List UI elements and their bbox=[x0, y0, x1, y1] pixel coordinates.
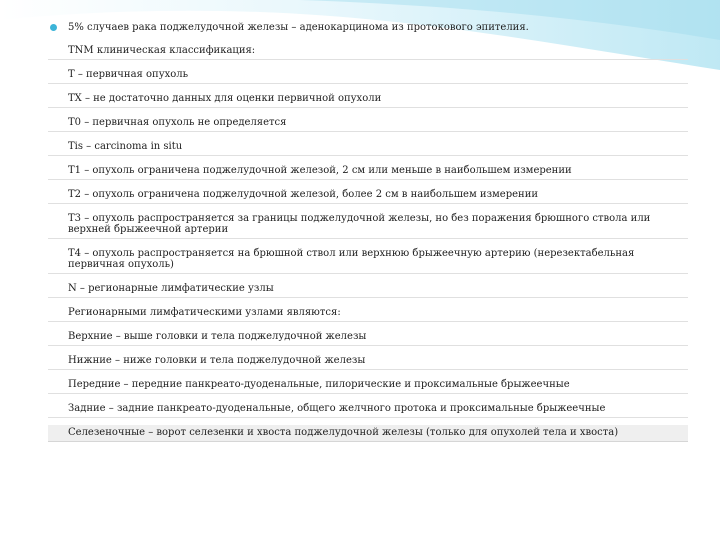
line-text: T – первичная опухоль bbox=[68, 69, 189, 80]
line-text: Нижние – ниже головки и тела поджелудочной железы bbox=[68, 355, 366, 366]
line-text: TNM клиническая классификация: bbox=[68, 45, 256, 56]
line-text: Верхние – выше головки и тела поджелудочной железы bbox=[68, 331, 367, 342]
line-text: Tis – carcinoma in situ bbox=[68, 141, 183, 152]
text-line bbox=[48, 211, 688, 239]
line-text: 5% случаев рака поджелудочной железы – аденокарцинома из протокового эпителия. bbox=[68, 22, 529, 33]
line-text: Селезеночные – ворот селезенки и хвоста поджелудочной железы (только для опухолей тела и хвоста) bbox=[68, 427, 619, 438]
line-text: Задние – задние панкреато-дуоденальные, общего желчного протока и проксимальные брыжеечные bbox=[68, 403, 606, 414]
text-line bbox=[48, 187, 688, 204]
line-text: TX – не достаточно данных для оценки первичной опухоли bbox=[68, 93, 382, 104]
text-line bbox=[48, 401, 688, 418]
text-line bbox=[48, 91, 688, 108]
text-line bbox=[48, 163, 688, 180]
line-text: N – регионарные лимфатические узлы bbox=[68, 283, 274, 294]
line-text: Передние – передние панкреато-дуоденальные, пилорические и проксимальные брыжеечные bbox=[68, 379, 570, 390]
text-line bbox=[48, 329, 688, 346]
text-line bbox=[48, 246, 688, 274]
text-line bbox=[48, 20, 688, 36]
line-text: T4 – опухоль распространяется на брюшной ствол или верхнюю брыжеечную артерию (нерезектабельная первичная опухоль) bbox=[68, 248, 635, 270]
text-line bbox=[48, 67, 688, 84]
text-line bbox=[48, 281, 688, 298]
slide-body bbox=[48, 20, 688, 449]
text-line bbox=[48, 353, 688, 370]
text-line bbox=[48, 305, 688, 322]
line-text: T2 – опухоль ограничена поджелудочной железой, более 2 см в наибольшем измерении bbox=[68, 189, 539, 200]
bullet-dot-icon bbox=[50, 24, 57, 31]
line-text: T3 – опухоль распространяется за границы поджелудочной железы, но без поражения брюшного ствола или верхней брыжеечной артерии bbox=[68, 213, 651, 235]
text-line bbox=[48, 139, 688, 156]
line-text: Регионарными лимфатическими узлами являются: bbox=[68, 307, 341, 318]
line-text: T1 – опухоль ограничена поджелудочной железой, 2 см или меньше в наибольшем измерении bbox=[68, 165, 572, 176]
text-line bbox=[48, 377, 688, 394]
text-line bbox=[48, 115, 688, 132]
text-line-highlighted bbox=[48, 425, 688, 442]
line-text: T0 – первичная опухоль не определяется bbox=[68, 117, 287, 128]
text-line bbox=[48, 43, 688, 60]
